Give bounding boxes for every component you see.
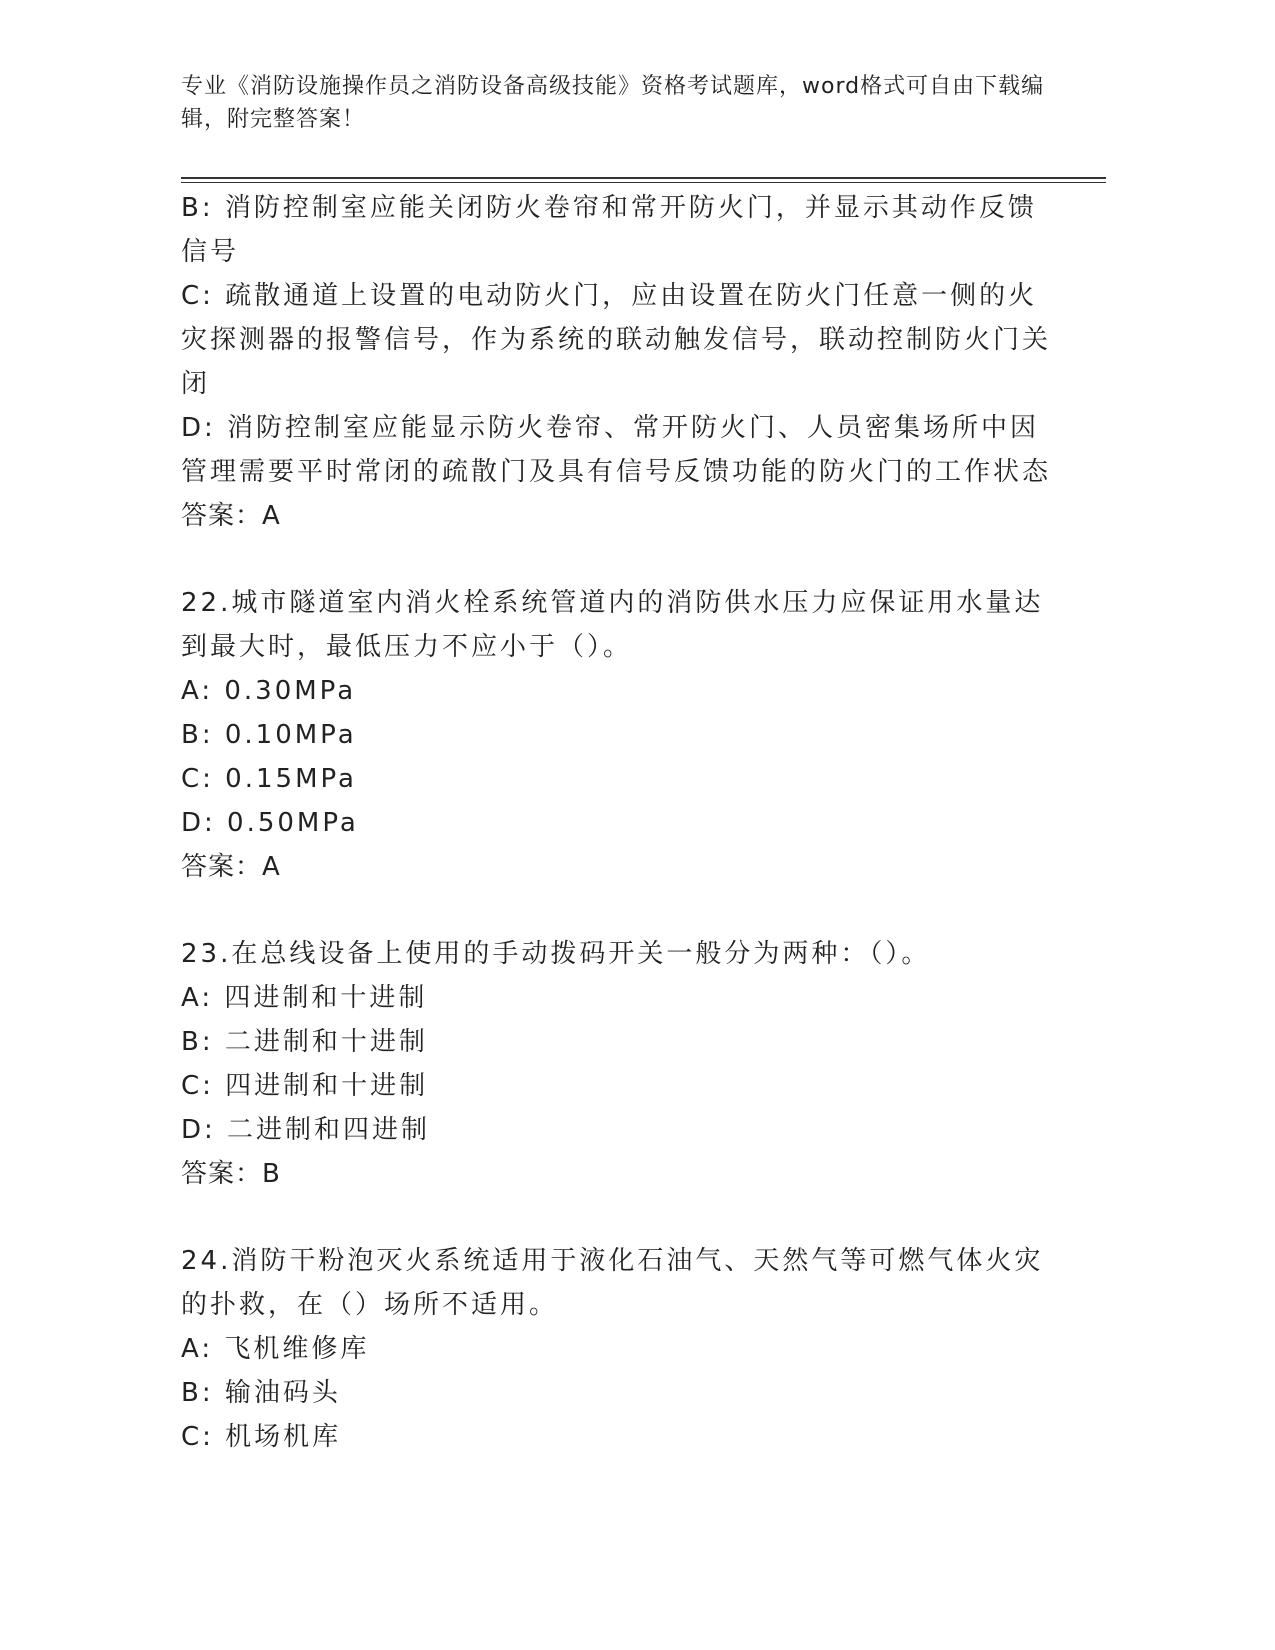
q23-option-a: A: 四进制和十进制	[181, 983, 428, 1013]
header-divider-thick	[181, 177, 1106, 179]
q23-answer: 答案：B	[181, 1159, 281, 1189]
q23-option-b: B: 二进制和十进制	[181, 1027, 428, 1057]
q22-stem: 22.城市隧道室内消火栓系统管道内的消防供水压力应保证用水量达到最大时，最低压力不应小于（）。	[181, 588, 1044, 662]
spacer	[181, 538, 1061, 581]
q21-answer: 答案：A	[181, 501, 281, 531]
question-21-tail	[181, 186, 1061, 538]
q21-option-c: C: 疏散通道上设置的电动防火门，应由设置在防火门任意一侧的火灾探测器的报警信号，作为系统的联动触发信号，联动控制防火门关闭	[181, 281, 1052, 399]
q24-stem: 24.消防干粉泡灭火系统适用于液化石油气、天然气等可燃气体火灾的扑救，在（）场所不适用。	[181, 1246, 1044, 1320]
q24-option-b: B: 输油码头	[181, 1378, 341, 1408]
spacer	[181, 1196, 1061, 1239]
q24-option-a: A: 飞机维修库	[181, 1334, 370, 1364]
q21-option-b: B: 消防控制室应能关闭防火卷帘和常开防火门，并显示其动作反馈信号	[181, 193, 1037, 267]
question-22	[181, 581, 1061, 889]
q22-option-a: A: 0.30MPa	[181, 676, 357, 706]
q24-option-c: C: 机场机库	[181, 1422, 342, 1452]
q22-option-b: B: 0.10MPa	[181, 720, 357, 750]
q22-answer: 答案：A	[181, 852, 281, 882]
question-23	[181, 932, 1061, 1196]
question-list	[181, 186, 1061, 1459]
question-24	[181, 1239, 1061, 1459]
spacer	[181, 889, 1061, 932]
q23-option-c: C: 四进制和十进制	[181, 1071, 429, 1101]
header-divider-thin	[181, 182, 1106, 183]
document-header: 专业《消防设施操作员之消防设备高级技能》资格考试题库，word格式可自由下载编辑，附完整答案！	[181, 74, 1045, 132]
q23-option-d: D: 二进制和四进制	[181, 1115, 431, 1145]
q22-option-d: D: 0.50MPa	[181, 808, 359, 838]
q21-option-d: D: 消防控制室应能显示防火卷帘、常开防火门、人员密集场所中因管理需要平时常闭的疏散门及具有信号反馈功能的防火门的工作状态	[181, 413, 1052, 487]
q22-option-c: C: 0.15MPa	[181, 764, 357, 794]
q23-stem: 23.在总线设备上使用的手动拨码开关一般分为两种：（）。	[181, 939, 931, 969]
